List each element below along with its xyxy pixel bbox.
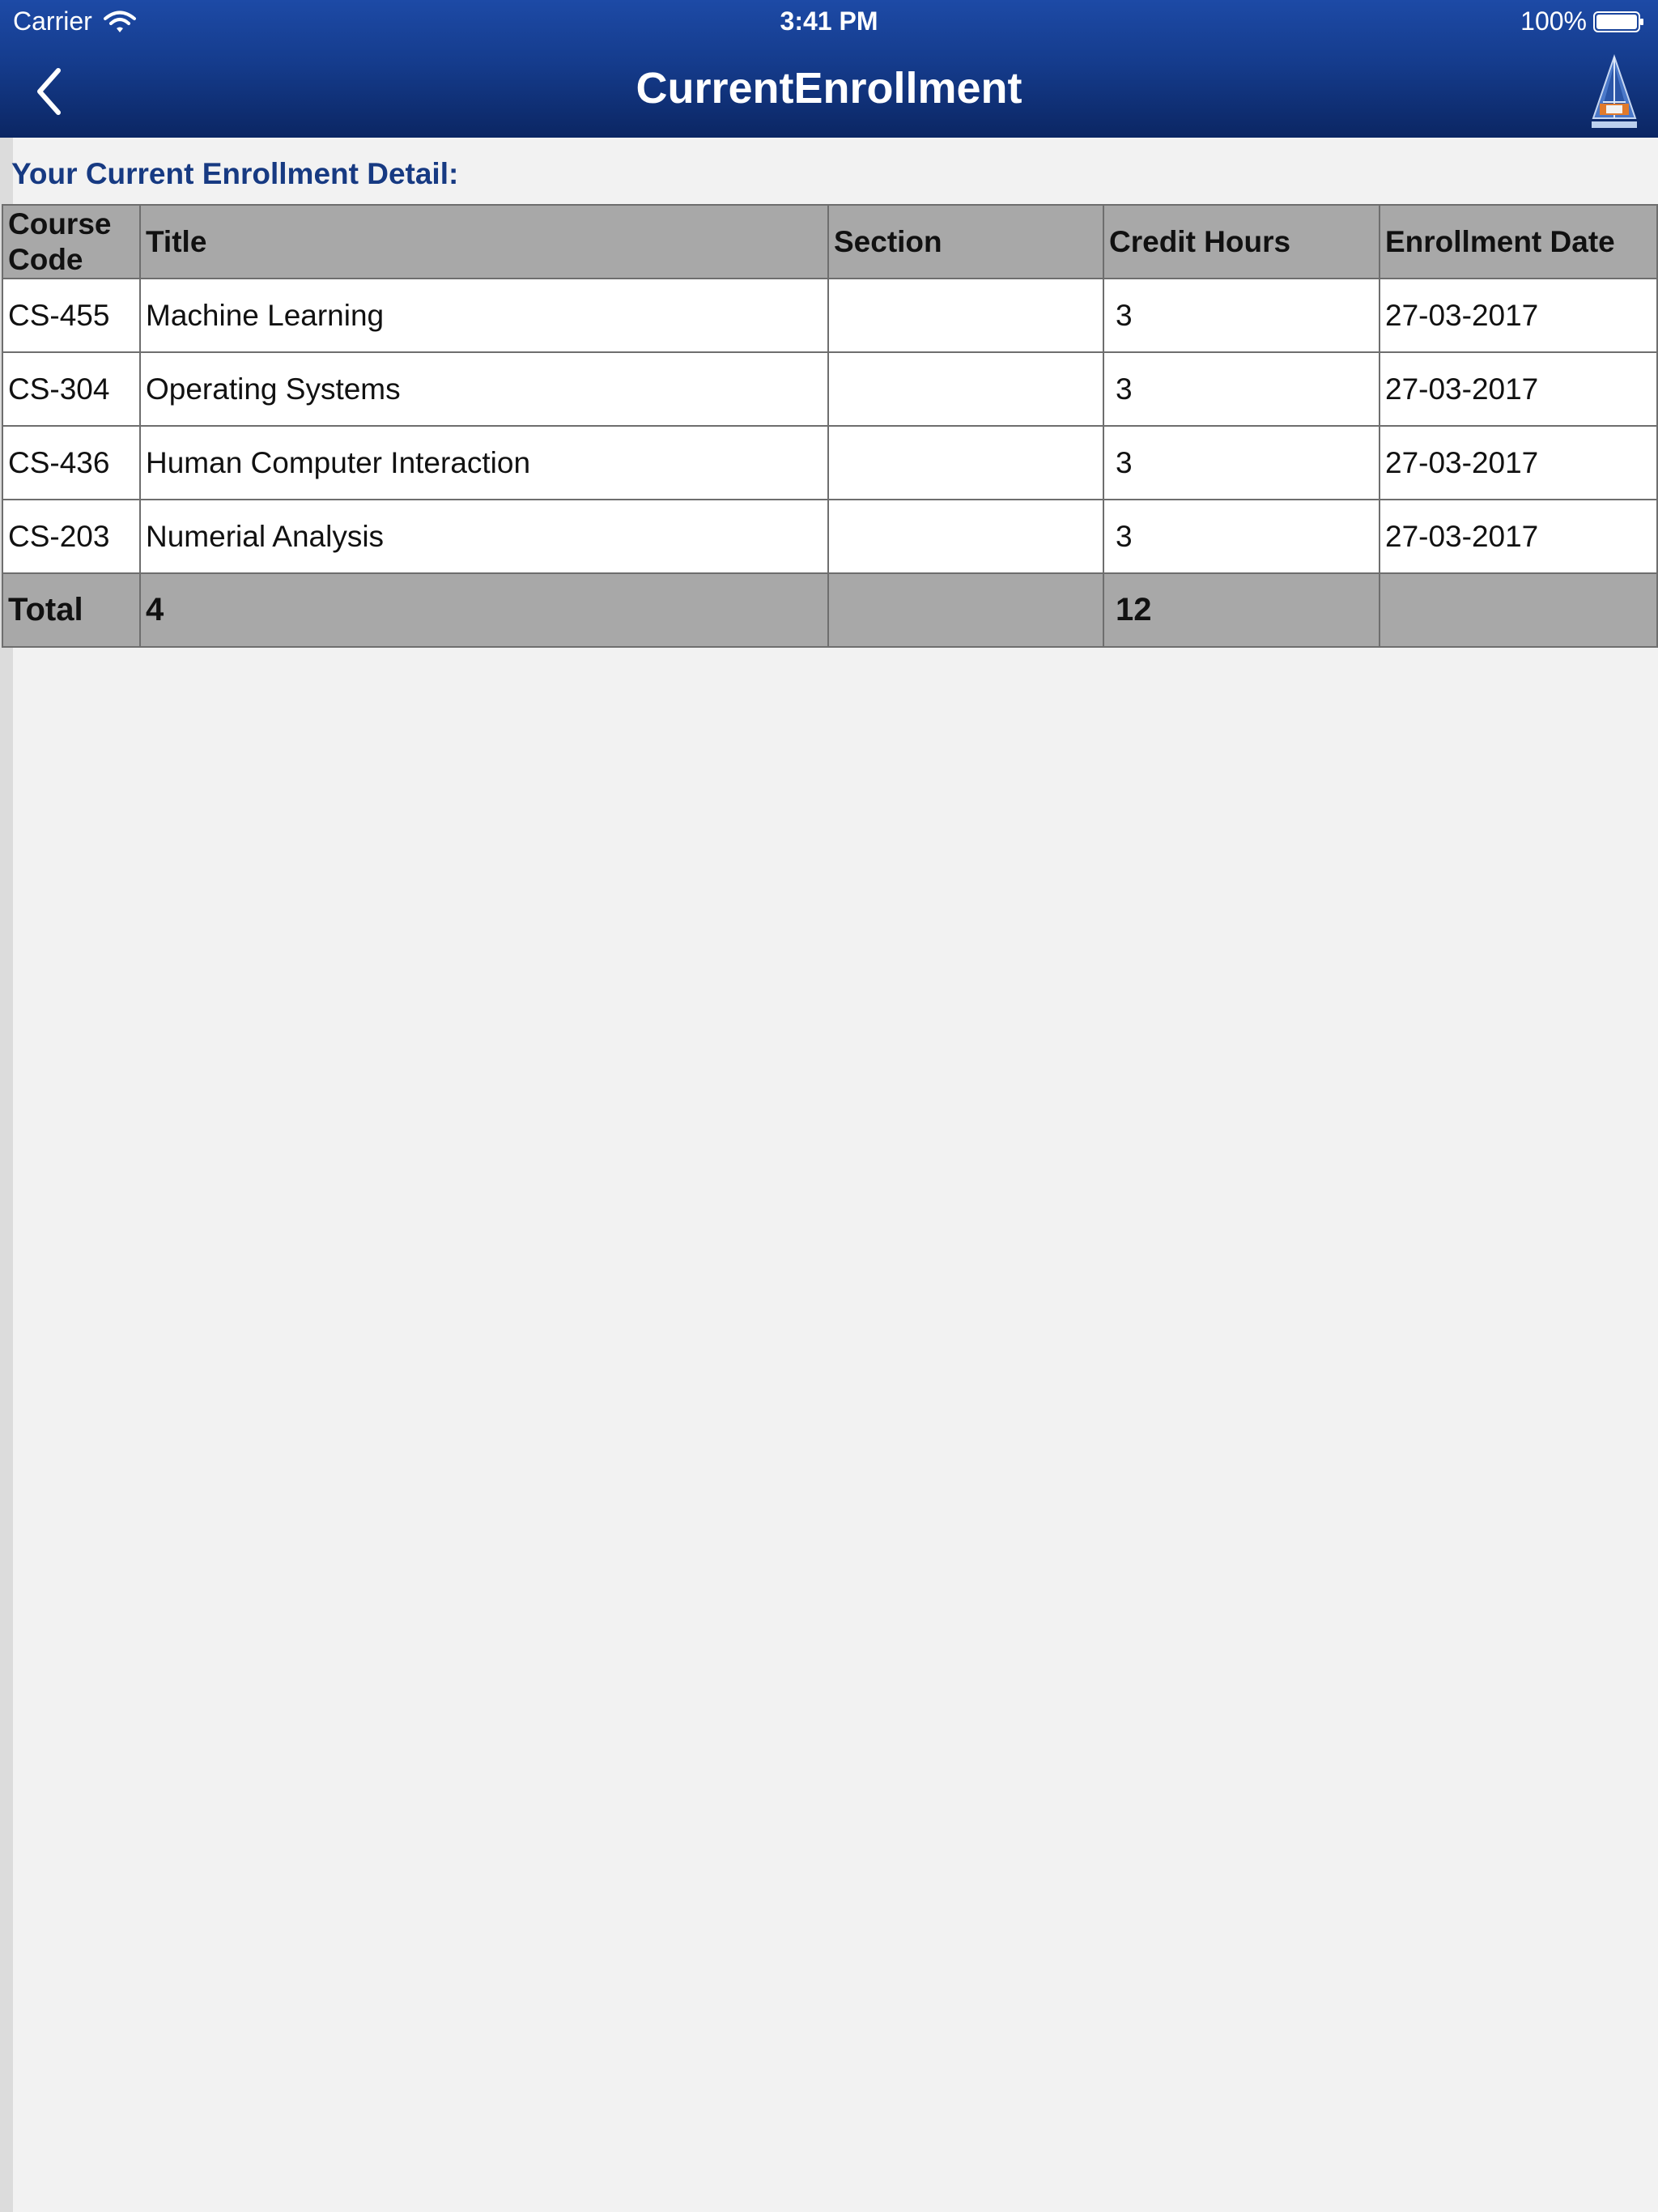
table-total-row (2, 573, 1657, 647)
battery-indicator (1520, 6, 1645, 36)
section-cell (828, 352, 1103, 426)
column-header-enrollment-date: Enrollment Date (1380, 205, 1657, 279)
total-enrollment-date (1380, 573, 1657, 647)
total-section (828, 573, 1103, 647)
enrollment-date-cell: 27-03-2017 (1380, 500, 1657, 573)
university-logo (1587, 53, 1642, 131)
table-row (2, 426, 1657, 500)
course-code-cell: CS-455 (2, 279, 140, 352)
course-code-cell: CS-304 (2, 352, 140, 426)
credit-hours-cell: 3 (1103, 279, 1380, 352)
enrollment-date-cell: 27-03-2017 (1380, 426, 1657, 500)
column-header-title: Title (140, 205, 828, 279)
column-header-course-code: Course Code (2, 205, 140, 279)
table-row (2, 352, 1657, 426)
navigation-bar (0, 45, 1658, 138)
column-header-credit-hours: Credit Hours (1103, 205, 1380, 279)
course-title-cell: Operating Systems (140, 352, 828, 426)
course-code-cell: CS-203 (2, 500, 140, 573)
section-cell (828, 279, 1103, 352)
course-code-cell: CS-436 (2, 426, 140, 500)
enrollment-date-cell: 27-03-2017 (1380, 352, 1657, 426)
course-title-cell: Numerial Analysis (140, 500, 828, 573)
battery-percent: 100% (1520, 6, 1587, 36)
enrollment-table (2, 204, 1658, 648)
course-title-cell: Human Computer Interaction (140, 426, 828, 500)
carrier-label: Carrier (13, 6, 92, 36)
battery-icon (1593, 10, 1645, 34)
table-header-row (2, 205, 1657, 279)
table-row (2, 279, 1657, 352)
enrollment-heading: Your Current Enrollment Detail: (11, 157, 459, 190)
enrollment-date-cell: 27-03-2017 (1380, 279, 1657, 352)
table-row (2, 500, 1657, 573)
credit-hours-cell: 3 (1103, 352, 1380, 426)
section-cell (828, 426, 1103, 500)
credit-hours-cell: 3 (1103, 426, 1380, 500)
status-time: 3:41 PM (780, 6, 878, 36)
total-course-count: 4 (140, 573, 828, 647)
section-cell (828, 500, 1103, 573)
total-label: Total (2, 573, 140, 647)
credit-hours-cell: 3 (1103, 500, 1380, 573)
total-credit-hours: 12 (1103, 573, 1380, 647)
column-header-section: Section (828, 205, 1103, 279)
course-title-cell: Machine Learning (140, 279, 828, 352)
page-title: CurrentEnrollment (636, 64, 1022, 113)
status-bar (0, 0, 1658, 45)
app-header (0, 0, 1658, 138)
